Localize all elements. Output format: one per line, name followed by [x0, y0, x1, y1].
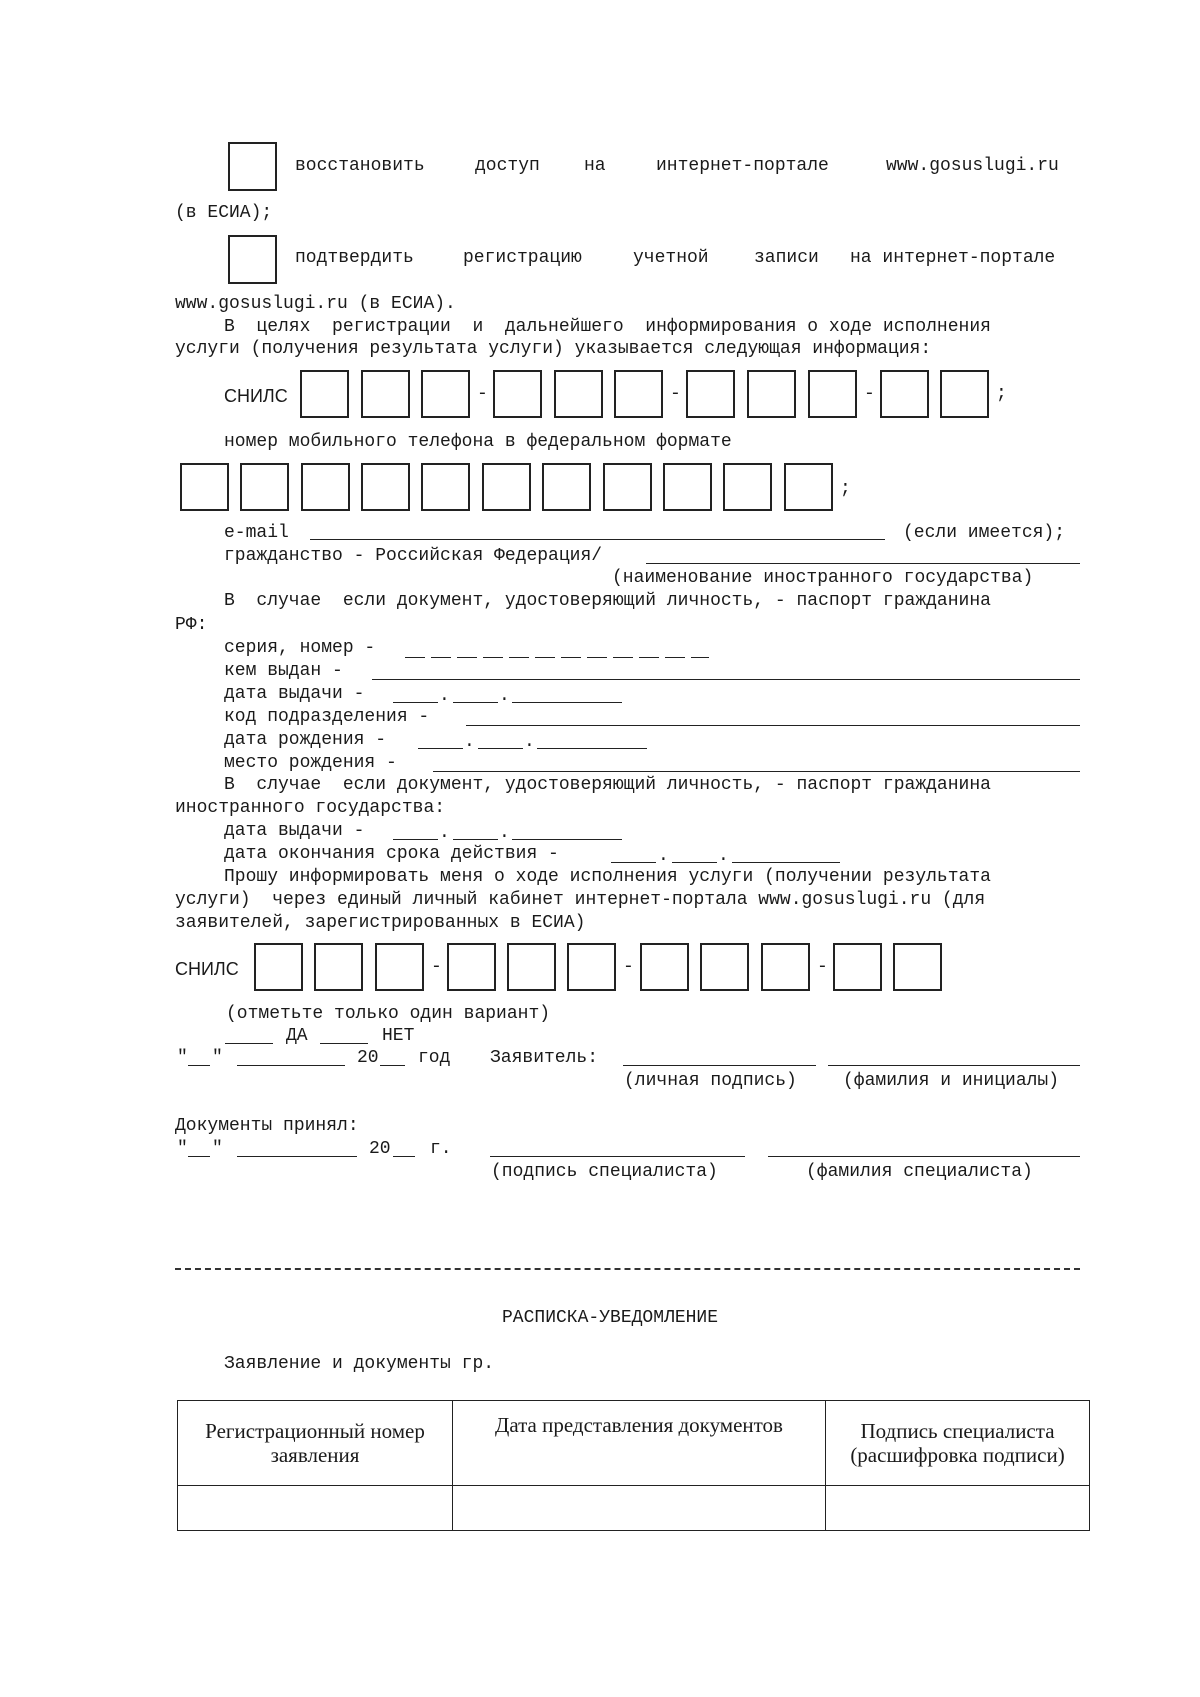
- phone-digit[interactable]: [482, 463, 531, 511]
- year-prefix: 20: [357, 1048, 379, 1068]
- phone-label: номер мобильного телефона в федеральном формате: [224, 432, 732, 452]
- year-blank[interactable]: [512, 839, 622, 840]
- notify-line-2: услуги) через единый личный кабинет интернет-портала www.gosuslugi.ru (для: [175, 890, 986, 910]
- snils-digit[interactable]: [421, 370, 470, 418]
- year-blank[interactable]: [537, 748, 647, 749]
- phone-digit[interactable]: [603, 463, 652, 511]
- month-blank[interactable]: [478, 748, 523, 749]
- accepted-quote-close: ": [212, 1139, 223, 1159]
- info-line-1: В целях регистрации и дальнейшего информирования о ходе исполнения: [224, 317, 991, 337]
- snils-label: СНИЛС: [224, 386, 288, 406]
- month-blank[interactable]: [672, 862, 717, 863]
- accepted-quote-open: ": [177, 1139, 188, 1159]
- snils-separator: -: [817, 957, 828, 977]
- snils-separator: -: [670, 384, 681, 404]
- foreign-state-field[interactable]: [646, 563, 1080, 564]
- specialist-signature-note: (подпись специалиста): [491, 1162, 718, 1182]
- accepted-label: Документы принял:: [175, 1116, 359, 1136]
- series-digit-blank[interactable]: [613, 657, 633, 658]
- yes-mark-field[interactable]: [225, 1043, 273, 1044]
- accepted-year-word: г.: [430, 1139, 452, 1159]
- date-dot: .: [524, 732, 535, 752]
- issued-by-field[interactable]: [372, 679, 1080, 680]
- snils-digit[interactable]: [640, 943, 689, 991]
- notify-line-3: заявителей, зарегистрированных в ЕСИА): [175, 913, 586, 933]
- confirm-word-3: учетной: [633, 248, 709, 268]
- day-blank[interactable]: [393, 702, 438, 703]
- applicant-signature-field[interactable]: [623, 1065, 816, 1066]
- year-word: год: [418, 1048, 451, 1068]
- snils-digit[interactable]: [361, 370, 410, 418]
- snils-separator: -: [623, 957, 634, 977]
- passport-foreign-intro-2: иностранного государства:: [175, 798, 446, 818]
- snils-digit[interactable]: [940, 370, 989, 418]
- date-dot: .: [718, 846, 729, 866]
- specialist-signature-cell[interactable]: [826, 1486, 1090, 1531]
- choice-note: (отметьте только один вариант): [226, 1004, 551, 1024]
- phone-digit[interactable]: [663, 463, 712, 511]
- phone-digit[interactable]: [180, 463, 229, 511]
- receipt-title: РАСПИСКА-УВЕДОМЛЕНИЕ: [502, 1308, 719, 1328]
- receipt-table: [177, 1400, 1090, 1531]
- confirm-registration-checkbox[interactable]: [228, 235, 277, 284]
- snils-digit[interactable]: [493, 370, 542, 418]
- receipt-text: Заявление и документы гр.: [224, 1354, 495, 1374]
- series-digit-blank[interactable]: [431, 657, 451, 658]
- snils-digit[interactable]: [808, 370, 857, 418]
- snils-digit[interactable]: [254, 943, 303, 991]
- receipt-header-row: [178, 1401, 1090, 1486]
- snils-digit[interactable]: [614, 370, 663, 418]
- phone-digit[interactable]: [421, 463, 470, 511]
- series-digit-blank[interactable]: [509, 657, 529, 658]
- date-dot: .: [499, 823, 510, 843]
- quote-open: ": [177, 1048, 188, 1068]
- email-note: (если имеется);: [903, 523, 1066, 543]
- snils-digit[interactable]: [375, 943, 424, 991]
- phone-digit[interactable]: [542, 463, 591, 511]
- issued-by-label: кем выдан -: [224, 661, 343, 681]
- email-label: e-mail: [224, 523, 289, 543]
- foreign-state-note: (наименование иностранного государства): [612, 568, 1034, 588]
- series-digit-blank[interactable]: [639, 657, 659, 658]
- restore-word-4: интернет-портале: [656, 156, 829, 176]
- specialist-signature-field[interactable]: [490, 1156, 745, 1157]
- applicant-signature-note: (личная подпись): [624, 1071, 797, 1091]
- series-digit-blank[interactable]: [535, 657, 555, 658]
- phone-end: ;: [840, 479, 851, 499]
- date-dot: .: [439, 686, 450, 706]
- day-blank[interactable]: [611, 862, 656, 863]
- series-digit-blank[interactable]: [483, 657, 503, 658]
- phone-digit[interactable]: [361, 463, 410, 511]
- snils-digit[interactable]: [747, 370, 796, 418]
- birth-date-label: дата рождения -: [224, 730, 387, 750]
- date-dot: .: [658, 846, 669, 866]
- info-line-2: услуги (получения результата услуги) указывается следующая информация:: [175, 339, 932, 359]
- confirm-word-2: регистрацию: [463, 248, 582, 268]
- applicant-name-note: (фамилия и инициалы): [843, 1071, 1060, 1091]
- snils-digit[interactable]: [300, 370, 349, 418]
- passport-foreign-intro-1: В случае если документ, удостоверяющий личность, - паспорт гражданина: [224, 775, 991, 795]
- snils-separator: -: [431, 957, 442, 977]
- snils-digit[interactable]: [567, 943, 616, 991]
- confirm-cont: www.gosuslugi.ru (в ЕСИА).: [175, 294, 456, 314]
- snils-label-2: СНИЛС: [175, 959, 239, 979]
- phone-digit[interactable]: [723, 463, 772, 511]
- phone-digit[interactable]: [240, 463, 289, 511]
- day-field[interactable]: [188, 1065, 210, 1066]
- expiry-date-label: дата окончания срока действия -: [224, 844, 559, 864]
- snils-digit[interactable]: [700, 943, 749, 991]
- snils-digit[interactable]: [507, 943, 556, 991]
- foreign-issue-date-label: дата выдачи -: [224, 821, 365, 841]
- dept-code-label: код подразделения -: [224, 707, 430, 727]
- day-blank[interactable]: [418, 748, 463, 749]
- restore-word-1: восстановить: [295, 156, 425, 176]
- year-field[interactable]: [380, 1065, 405, 1066]
- snils-digit[interactable]: [686, 370, 735, 418]
- table-row: [178, 1486, 1090, 1531]
- no-mark-field[interactable]: [320, 1043, 368, 1044]
- phone-digit[interactable]: [784, 463, 833, 511]
- birth-place-field[interactable]: [433, 771, 1080, 772]
- passport-rf-intro-1: В случае если документ, удостоверяющий личность, - паспорт гражданина: [224, 591, 991, 611]
- series-digit-blank[interactable]: [457, 657, 477, 658]
- restore-cont: (в ЕСИА);: [175, 203, 273, 223]
- accepted-year-field[interactable]: [393, 1156, 415, 1157]
- no-label: НЕТ: [382, 1026, 415, 1046]
- snils-digit[interactable]: [314, 943, 363, 991]
- accepted-year-prefix: 20: [369, 1139, 391, 1159]
- series-digit-blank[interactable]: [691, 657, 709, 658]
- dept-code-field[interactable]: [466, 725, 1080, 726]
- column-header: Дата представления документов: [453, 1401, 826, 1486]
- confirm-word-5: на интернет-портале: [850, 248, 1056, 268]
- specialist-name-field[interactable]: [768, 1156, 1080, 1157]
- accepted-month-field[interactable]: [237, 1156, 357, 1157]
- month-blank[interactable]: [453, 839, 498, 840]
- snils-digit[interactable]: [761, 943, 810, 991]
- day-blank[interactable]: [393, 839, 438, 840]
- passport-rf-intro-2: РФ:: [175, 615, 208, 635]
- series-label: серия, номер -: [224, 638, 376, 658]
- series-digit-blank[interactable]: [587, 657, 607, 658]
- submission-date-cell[interactable]: [453, 1486, 826, 1531]
- snils-digit[interactable]: [447, 943, 496, 991]
- column-header: Подпись специалиста (расшифровка подписи): [826, 1401, 1090, 1486]
- yes-label: ДА: [286, 1026, 308, 1046]
- series-digit-blank[interactable]: [405, 657, 425, 658]
- issue-date-label: дата выдачи -: [224, 684, 365, 704]
- notify-line-1: Прошу информировать меня о ходе исполнения услуги (получении результата: [224, 867, 991, 887]
- date-dot: .: [439, 823, 450, 843]
- month-blank[interactable]: [453, 702, 498, 703]
- month-field[interactable]: [237, 1065, 345, 1066]
- snils-separator: -: [864, 384, 875, 404]
- email-field[interactable]: [310, 539, 885, 540]
- snils-digit[interactable]: [554, 370, 603, 418]
- series-digit-blank[interactable]: [665, 657, 685, 658]
- restore-word-3: на: [584, 156, 606, 176]
- restore-word-5: www.gosuslugi.ru: [886, 156, 1059, 176]
- restore-access-checkbox[interactable]: [228, 142, 277, 191]
- cut-line: [175, 1268, 1080, 1270]
- restore-word-2: доступ: [475, 156, 540, 176]
- applicant-label: Заявитель:: [490, 1048, 599, 1068]
- specialist-name-note: (фамилия специалиста): [806, 1162, 1033, 1182]
- confirm-word-1: подтвердить: [295, 248, 414, 268]
- snils-digit[interactable]: [833, 943, 882, 991]
- date-dot: .: [464, 732, 475, 752]
- applicant-name-field[interactable]: [828, 1065, 1080, 1066]
- date-dot: .: [499, 686, 510, 706]
- column-header: Регистрационный номер заявления: [178, 1401, 453, 1486]
- citizenship-label: гражданство - Российская Федерация/: [224, 546, 603, 566]
- birth-place-label: место рождения -: [224, 753, 397, 773]
- snils-digit[interactable]: [893, 943, 942, 991]
- snils-end: ;: [996, 384, 1007, 404]
- year-blank[interactable]: [732, 862, 840, 863]
- confirm-word-4: записи: [754, 248, 819, 268]
- phone-digit[interactable]: [301, 463, 350, 511]
- snils-separator: -: [477, 384, 488, 404]
- quote-close: ": [212, 1048, 223, 1068]
- snils-digit[interactable]: [880, 370, 929, 418]
- accepted-day-field[interactable]: [188, 1156, 210, 1157]
- reg-number-cell[interactable]: [178, 1486, 453, 1531]
- year-blank[interactable]: [512, 702, 622, 703]
- series-digit-blank[interactable]: [561, 657, 581, 658]
